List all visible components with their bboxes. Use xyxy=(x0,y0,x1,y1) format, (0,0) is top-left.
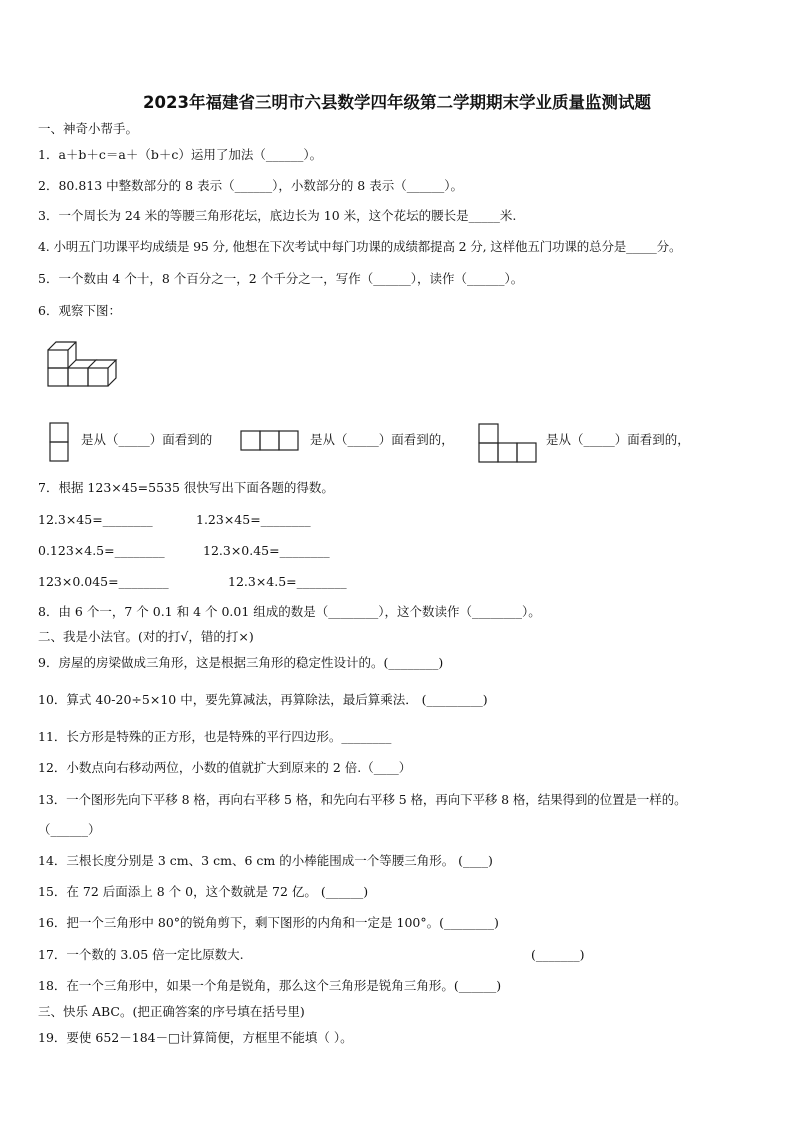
section-heading-1: 一、神奇小帮手。 xyxy=(38,121,139,136)
q7-item: 12.3×0.45=________ xyxy=(203,543,330,558)
question-8: 8．由 6 个一，7 个 0.1 和 4 个 0.01 组成的数是（________），这个数读作（________）。 xyxy=(38,604,541,619)
question-14: 14．三根长度分别是 3 cm、3 cm、6 cm 的小棒能围成一个等腰三角形。 (____) xyxy=(38,853,493,868)
question-13: 13．一个图形先向下平移 8 格，再向右平移 5 格，和先向右平移 5 格，再向下平移 8 格，结果得到的位置是一样的。 xyxy=(38,792,687,807)
question-5: 5．一个数由 4 个十，8 个百分之一，2 个千分之一，写作（______），读作（______）。 xyxy=(38,271,524,286)
question-7: 7．根据 123×45=5535 很快写出下面各题的得数。 xyxy=(38,480,334,495)
question-4: 4. 小明五门功课平均成绩是 95 分, 他想在下次考试中每门功课的成绩都提高 2 分, 这样他五门功课的总分是_____分。 xyxy=(38,239,682,254)
question-6-view-b: 是从（_____）面看到的， xyxy=(310,432,454,447)
view-vertical-two-squares xyxy=(48,421,72,463)
question-18: 18．在一个三角形中，如果一个角是锐角，那么这个三角形是锐角三角形。(______) xyxy=(38,978,502,993)
question-13-answer: （______） xyxy=(38,822,101,837)
question-16: 16．把一个三角形中 80°的锐角剪下，剩下图形的内角和一定是 100°。(________) xyxy=(38,915,499,930)
question-6-view-a: 是从（_____）面看到的 xyxy=(81,432,213,447)
q7-item: 12.3×4.5=________ xyxy=(228,574,347,589)
question-2: 2．80.813 中整数部分的 8 表示（______），小数部分的 8 表示（______）。 xyxy=(38,178,463,193)
view-l-shape xyxy=(477,421,541,465)
page-title: 2023年福建省三明市六县数学四年级第二学期期末学业质量监测试题 xyxy=(143,93,651,112)
question-11: 11．长方形是特殊的正方形，也是特殊的平行四边形。________ xyxy=(38,729,392,744)
question-3: 3．一个周长为 24 米的等腰三角形花坛，底边长为 10 米，这个花坛的腰长是_____米. xyxy=(38,208,517,223)
question-17-answer: (_______) xyxy=(531,947,585,962)
section-heading-2: 二、我是小法官。(对的打√，错的打×) xyxy=(38,629,254,644)
question-17: 17．一个数的 3.05 倍一定比原数大. xyxy=(38,947,244,962)
question-10: 10．算式 40-20÷5×10 中，要先算减法，再算除法，最后算乘法． (_________) xyxy=(38,692,488,707)
question-6-view-c: 是从（_____）面看到的， xyxy=(546,432,690,447)
view-three-squares-row xyxy=(239,429,303,453)
cube-solid-figure xyxy=(46,338,122,390)
question-9: 9．房屋的房梁做成三角形，这是根据三角形的稳定性设计的。(________) xyxy=(38,655,444,670)
question-19: 19．要使 652－184－□计算简便，方框里不能填（ ）。 xyxy=(38,1030,353,1045)
question-15: 15．在 72 后面添上 8 个 0，这个数就是 72 亿。 (______) xyxy=(38,884,369,899)
question-12: 12．小数点向右移动两位，小数的值就扩大到原来的 2 倍.（____） xyxy=(38,760,412,775)
question-6: 6．观察下图： xyxy=(38,303,121,318)
q7-item: 123×0.045=________ xyxy=(38,574,169,589)
q7-item: 1.23×45=________ xyxy=(196,512,311,527)
section-heading-3: 三、快乐 ABC。(把正确答案的序号填在括号里) xyxy=(38,1004,305,1019)
q7-item: 12.3×45=________ xyxy=(38,512,153,527)
q7-item: 0.123×4.5=________ xyxy=(38,543,165,558)
question-1: 1．a＋b＋c＝a＋（b＋c）运用了加法（______）。 xyxy=(38,147,323,162)
